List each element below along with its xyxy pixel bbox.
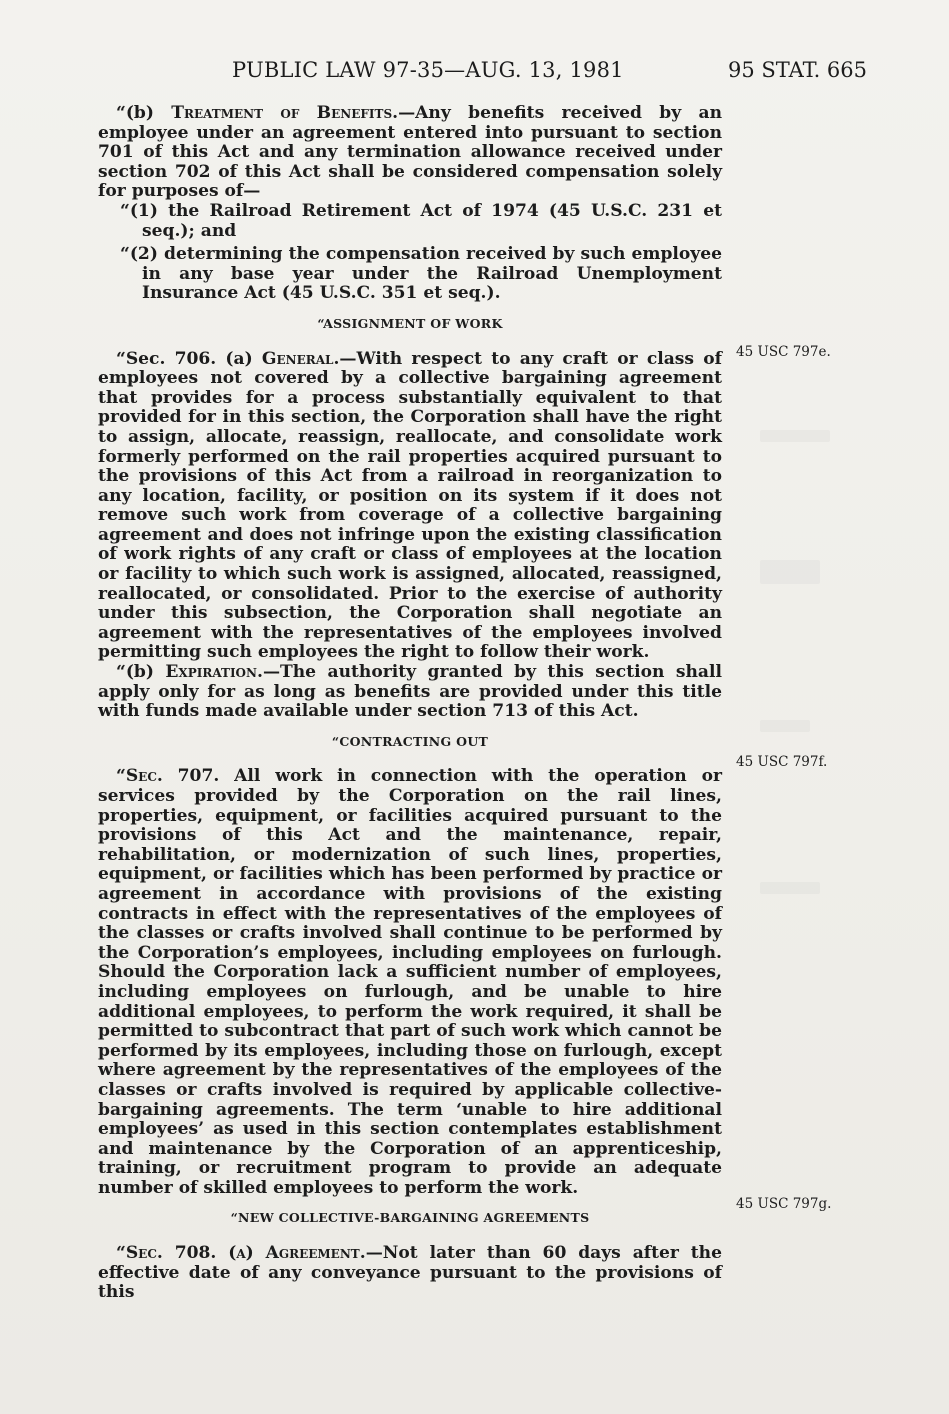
section-heading-assignment: “ASSIGNMENT OF WORK bbox=[317, 315, 503, 331]
paragraph-lead: “Sec. 708. (a) bbox=[116, 1243, 266, 1264]
list-item bbox=[98, 245, 722, 304]
paragraph-lead: “Sec. 707. bbox=[116, 766, 235, 787]
section-heading-contracting: “CONTRACTING OUT bbox=[331, 733, 489, 749]
paragraph-lead: “Sec. 706. (a) bbox=[116, 348, 262, 369]
page-header-title: PUBLIC LAW 97-35—AUG. 13, 1981 bbox=[232, 58, 624, 82]
bleed-through-mark bbox=[760, 430, 830, 442]
paragraph-treatment-of-benefits bbox=[98, 104, 722, 202]
paragraph-text: —With respect to any craft or class of employees not covered by a collective bargaining agreement that provides for a process substantially equivalent to that provided for in this section, the Corporation shall have the right to assign, allocate, reassign, reallocate, and consolidate work formerly performed on the rail properties acquired pursuant to the provisions of this Act from a railroad in reorganization to any location, facility, or position on its system if it does not remove such work from coverage of a collective bargaining agreement and does not infringe upon the existing classification of work rights of any craft or class of employees at the location or facility to which such work is assigned, allocated, reassigned, reallocated, or consolidated. Prior to the exercise of authority under this subsection, the Corporation shall negotiate an agreement with the representatives of the employees involved permitting such employees the right to follow their work. bbox=[98, 348, 722, 663]
paragraph-sec-707 bbox=[98, 767, 722, 1198]
paragraph-sec-708 bbox=[98, 1244, 722, 1303]
margin-note-sec-707: 45 USC 797f. bbox=[736, 754, 828, 770]
section-subtitle: Agreement. bbox=[265, 1243, 366, 1264]
paragraph-text: —Not later than 60 days after the effective date of any conveyance pursuant to the provisions of this bbox=[98, 1243, 722, 1303]
list-item bbox=[98, 202, 722, 241]
document-body bbox=[98, 104, 722, 1303]
paragraph-lead: “(b) bbox=[116, 662, 166, 683]
paragraph-text: —Any benefits received by an employee under an agreement entered into pursuant to section 701 of this Act and any termination allowance received under section 702 of this Act shall be considered compensation solely for purposes of— bbox=[98, 103, 722, 202]
section-subtitle: Treatment of Benefits. bbox=[171, 103, 399, 123]
paragraph-sec-706-general bbox=[98, 350, 722, 664]
list-item-text: “(2) determining the compensation received by such employee in any base year under the Railroad Unemployment Insurance Act (45 U.S.C. 351 et seq.). bbox=[120, 244, 722, 304]
margin-note-sec-706: 45 USC 797e. bbox=[736, 344, 831, 360]
section-subtitle: General. bbox=[261, 348, 340, 369]
bleed-through-mark bbox=[760, 560, 820, 584]
paragraph-lead: “(b) bbox=[116, 103, 172, 123]
list-item-text: “(1) the Railroad Retirement Act of 1974 (45 U.S.C. 231 et seq.); and bbox=[120, 200, 722, 241]
paragraph-text: —The authority granted by this section shall apply only for as long as benefits are provided under this title with funds made available under section 713 of this Act. bbox=[98, 662, 722, 722]
paragraph-text: All work in connection with the operation or services provided by the Corporation on the rail lines, properties, equipment, or facilities acquired pursuant to the provisions of this Act and the maintenance, repair, rehabilitation, or modernization of such lines, properties, equipment, or facilities which has been performed by practice or agreement in accordance with provisions of the existing contracts in effect with the representatives of the employees of the classes or crafts involved shall continue to be performed by the Corporation’s employees, including employees on furlough. Should the Corporation lack a sufficient number of employees, including employees on furlough, and be unable to hire additional employees, to perform the work required, it shall be permitted to subcontract that part of such work which cannot be performed by its employees, including those on furlough, except where agreement by the representatives of the employees of the classes or crafts involved is required by applicable collective-bargaining agreements. The term ‘unable to hire additional employees’ as used in this section contemplates establishment and maintenance by the Corporation of an apprenticeship, training, or recruitment program to provide an adequate number of skilled employees to perform the work. bbox=[98, 766, 722, 1198]
bleed-through-mark bbox=[760, 882, 820, 894]
section-heading-new-agreements: “NEW COLLECTIVE-BARGAINING AGREEMENTS bbox=[230, 1210, 590, 1226]
section-subtitle: Expiration. bbox=[165, 662, 263, 683]
bleed-through-mark bbox=[760, 720, 810, 732]
page-header-stat-ref: 95 STAT. 665 bbox=[728, 58, 868, 82]
paragraph-sec-706-expiration bbox=[98, 663, 722, 722]
margin-note-sec-708: 45 USC 797g. bbox=[736, 1196, 832, 1212]
